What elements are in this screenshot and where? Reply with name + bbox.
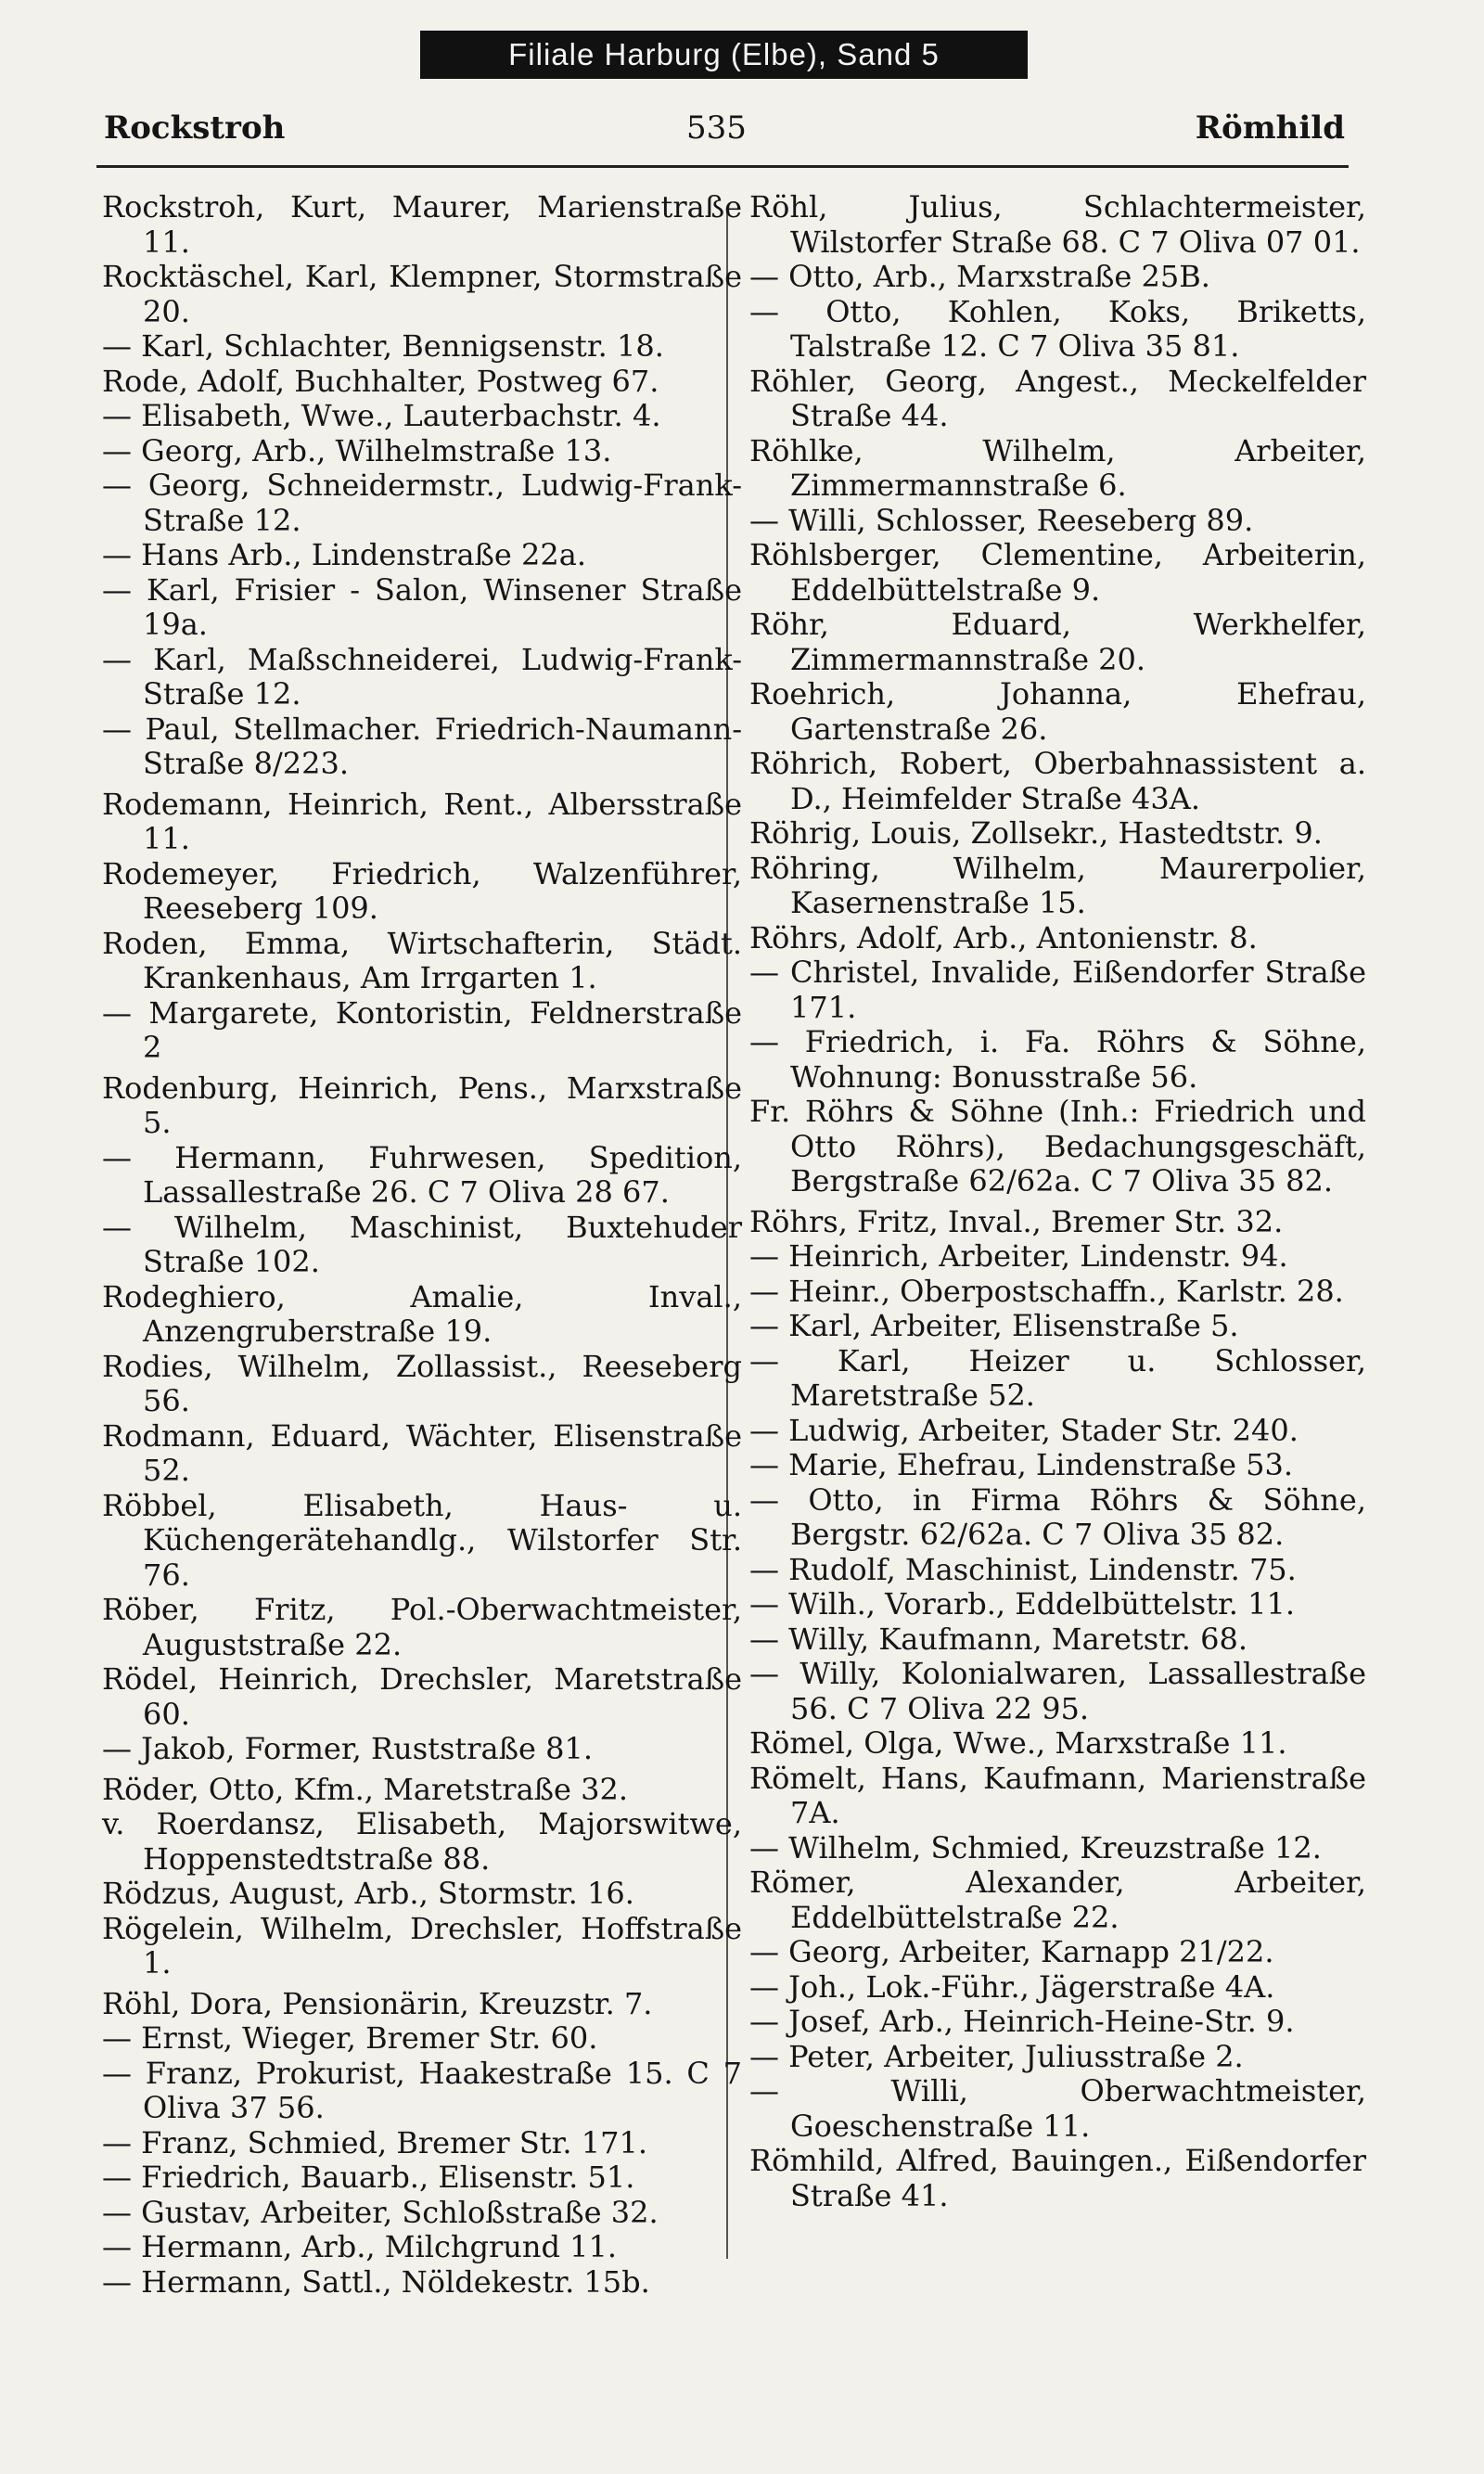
directory-entry: Rodenburg, Heinrich, Pens., Marxstraße 5.: [102, 1070, 742, 1140]
directory-entry: Rockstroh, Kurt, Maurer, Marienstraße 11.: [102, 189, 742, 260]
directory-entry: Röhlsberger, Clementine, Arbeiterin, Eddelbüttelstraße 9.: [749, 537, 1366, 608]
directory-entry: Rödel, Heinrich, Drechsler, Maretstraße 60.: [102, 1661, 742, 1732]
directory-entry: — Peter, Arbeiter, Juliusstraße 2.: [749, 2038, 1244, 2074]
directory-entry: — Hermann, Arb., Milchgrund 11.: [102, 2229, 618, 2264]
directory-entry: — Friedrich, i. Fa. Röhrs & Söhne, Wohnung: Bonusstraße 56.: [749, 1024, 1366, 1095]
running-head-right: Römhild: [1195, 109, 1345, 147]
directory-entry: Röhl, Julius, Schlachtermeister, Wilstorfer Straße 68. C 7 Oliva 07 01.: [749, 189, 1366, 260]
directory-entry: Röbbel, Elisabeth, Haus- u. Küchengerätehandlg., Wilstorfer Str. 76.: [102, 1487, 742, 1593]
directory-entry: — Wilhelm, Maschinist, Buxtehuder Straße 102.: [102, 1209, 742, 1279]
directory-entry: Roden, Emma, Wirtschafterin, Städt. Krankenhaus, Am Irrgarten 1.: [102, 925, 742, 995]
directory-entry: — Friedrich, Bauarb., Elisenstr. 51.: [102, 2160, 635, 2195]
directory-entry: Rödzus, August, Arb., Stormstr. 16.: [102, 1876, 634, 1911]
header-rule: [96, 165, 1349, 168]
directory-entry: — Willy, Kolonialwaren, Lassallestraße 56. C 7 Oliva 22 95.: [749, 1656, 1366, 1726]
directory-entry: — Margarete, Kontoristin, Feldnerstraße 2: [102, 994, 742, 1065]
directory-entry: — Ernst, Wieger, Bremer Str. 60.: [102, 2020, 598, 2056]
directory-entry: — Georg, Schneidermstr., Ludwig-Frank-Straße 12.: [102, 468, 742, 538]
directory-entry: Rodies, Wilhelm, Zollassist., Reeseberg 56.: [102, 1348, 742, 1418]
directory-entry: — Joh., Lok.-Führ., Jägerstraße 4A.: [749, 1968, 1275, 2005]
directory-entry: Röhrs, Adolf, Arb., Antonienstr. 8.: [749, 919, 1258, 955]
directory-entry: — Jakob, Former, Ruststraße 81.: [102, 1731, 593, 1766]
directory-entry: v. Roerdansz, Elisabeth, Majorswitwe, Hoppenstedtstraße 88.: [102, 1806, 742, 1877]
directory-entry: — Willy, Kaufmann, Maretstr. 68.: [749, 1621, 1248, 1657]
directory-entry: — Wilh., Vorarb., Eddelbüttelstr. 11.: [749, 1586, 1295, 1622]
directory-entry: — Georg, Arbeiter, Karnapp 21/22.: [749, 1934, 1274, 1969]
directory-entry: Römer, Alexander, Arbeiter, Eddelbüttelstraße 22.: [749, 1865, 1366, 1935]
directory-entry: Römel, Olga, Wwe., Marxstraße 11.: [749, 1725, 1287, 1761]
directory-entry: — Ludwig, Arbeiter, Stader Str. 240.: [749, 1412, 1298, 1448]
directory-entry: — Franz, Schmied, Bremer Str. 171.: [102, 2124, 648, 2160]
directory-entry: — Rudolf, Maschinist, Lindenstr. 75.: [749, 1551, 1297, 1587]
directory-entry: Rodeghiero, Amalie, Inval., Anzengruberstraße 19.: [102, 1278, 742, 1349]
directory-entry: Rodemeyer, Friedrich, Walzenführer, Reeseberg 109.: [102, 855, 742, 926]
directory-entry: — Karl, Schlachter, Bennigsenstr. 18.: [102, 328, 664, 364]
directory-entry: — Christel, Invalide, Eißendorfer Straße 171.: [749, 955, 1366, 1025]
directory-entry: Rodmann, Eduard, Wächter, Elisenstraße 52.: [102, 1417, 742, 1488]
directory-entry: Rode, Adolf, Buchhalter, Postweg 67.: [102, 363, 659, 399]
directory-entry: Röhrich, Robert, Oberbahnassistent a. D., Heimfelder Straße 43A.: [749, 746, 1366, 816]
directory-entry: — Otto, in Firma Röhrs & Söhne, Bergstr. 62/62a. C 7 Oliva 35 82.: [749, 1481, 1366, 1552]
directory-entry: — Wilhelm, Schmied, Kreuzstraße 12.: [749, 1829, 1322, 1865]
directory-entry: Röhl, Dora, Pensionärin, Kreuzstr. 7.: [102, 1985, 653, 2021]
directory-entry: Rodemann, Heinrich, Rent., Albersstraße 11.: [102, 786, 742, 856]
directory-entry: — Paul, Stellmacher. Friedrich-Naumann-Straße 8/223.: [102, 711, 742, 781]
directory-entry: Rögelein, Wilhelm, Drechsler, Hoffstraße 1.: [102, 1910, 742, 1980]
directory-entry: — Otto, Arb., Marxstraße 25B.: [749, 259, 1210, 294]
directory-entry: — Hermann, Sattl., Nöldekestr. 15b.: [102, 2263, 650, 2300]
directory-entry: Roehrich, Johanna, Ehefrau, Gartenstraße 26.: [749, 676, 1366, 747]
directory-entry: — Elisabeth, Wwe., Lauterbachstr. 4.: [102, 398, 661, 433]
directory-entry: — Otto, Kohlen, Koks, Briketts, Talstraße 12. C 7 Oliva 35 81.: [749, 293, 1366, 364]
directory-entry: — Hans Arb., Lindenstraße 22a.: [102, 537, 586, 572]
directory-entry: Röhr, Eduard, Werkhelfer, Zimmermannstraße 20.: [749, 607, 1366, 677]
directory-entry: Fr. Röhrs & Söhne (Inh.: Friedrich und Otto Röhrs), Bedachungsgeschäft, Bergstraße 62/62a. C 7 Oliva 35 82.: [749, 1094, 1366, 1199]
directory-entry: Röhlke, Wilhelm, Arbeiter, Zimmermannstraße 6.: [749, 432, 1366, 503]
directory-entry: — Karl, Maßschneiderei, Ludwig-Frank-Straße 12.: [102, 641, 742, 711]
directory-entry: Rocktäschel, Karl, Klempner, Stormstraße 20.: [102, 259, 742, 329]
right-column: [749, 190, 1366, 2213]
directory-entry: Röhring, Wilhelm, Maurerpolier, Kasernenstraße 15.: [749, 850, 1366, 920]
directory-entry: — Karl, Frisier - Salon, Winsener Straße 19a.: [102, 571, 742, 642]
directory-entry: Röhrs, Fritz, Inval., Bremer Str. 32.: [749, 1203, 1284, 1239]
directory-entry: — Hermann, Fuhrwesen, Spedition, Lassallestraße 26. C 7 Oliva 28 67.: [102, 1139, 742, 1210]
directory-entry: Röhler, Georg, Angest., Meckelfelder Straße 44.: [749, 363, 1366, 433]
directory-entry: Röber, Fritz, Pol.-Oberwachtmeister, Auguststraße 22.: [102, 1592, 742, 1662]
directory-entry: — Georg, Arb., Wilhelmstraße 13.: [102, 432, 612, 468]
directory-entry: — Heinrich, Arbeiter, Lindenstr. 94.: [749, 1238, 1288, 1274]
directory-entry: — Willi, Schlosser, Reeseberg 89.: [749, 502, 1254, 538]
directory-entry: — Karl, Arbeiter, Elisenstraße 5.: [749, 1308, 1239, 1343]
directory-entry: — Gustav, Arbeiter, Schloßstraße 32.: [102, 2194, 659, 2230]
running-head: [0, 109, 1484, 156]
directory-entry: Röder, Otto, Kfm., Maretstraße 32.: [102, 1771, 629, 1807]
directory-entry: — Karl, Heizer u. Schlosser, Maretstraße 52.: [749, 1342, 1366, 1413]
directory-entry: — Willi, Oberwachtmeister, Goeschenstraße 11.: [749, 2073, 1366, 2144]
directory-entry: Römhild, Alfred, Bauingen., Eißendorfer Straße 41.: [749, 2143, 1366, 2213]
branch-banner: Filiale Harburg (Elbe), Sand 5: [420, 31, 1028, 79]
directory-entry: — Franz, Prokurist, Haakestraße 15. C 7 Oliva 37 56.: [102, 2055, 742, 2125]
directory-entry: — Marie, Ehefrau, Lindenstraße 53.: [749, 1447, 1294, 1482]
directory-entry: Röhrig, Louis, Zollsekr., Hastedtstr. 9.: [749, 815, 1323, 851]
directory-entry: — Josef, Arb., Heinrich-Heine-Str. 9.: [749, 2004, 1295, 2039]
left-column: [102, 190, 742, 2300]
running-head-left: Rockstroh: [104, 109, 286, 147]
directory-entry: Römelt, Hans, Kaufmann, Marienstraße 7A.: [749, 1760, 1366, 1830]
page-number: 535: [686, 109, 747, 147]
directory-entry: — Heinr., Oberpostschaffn., Karlstr. 28.: [749, 1273, 1344, 1309]
